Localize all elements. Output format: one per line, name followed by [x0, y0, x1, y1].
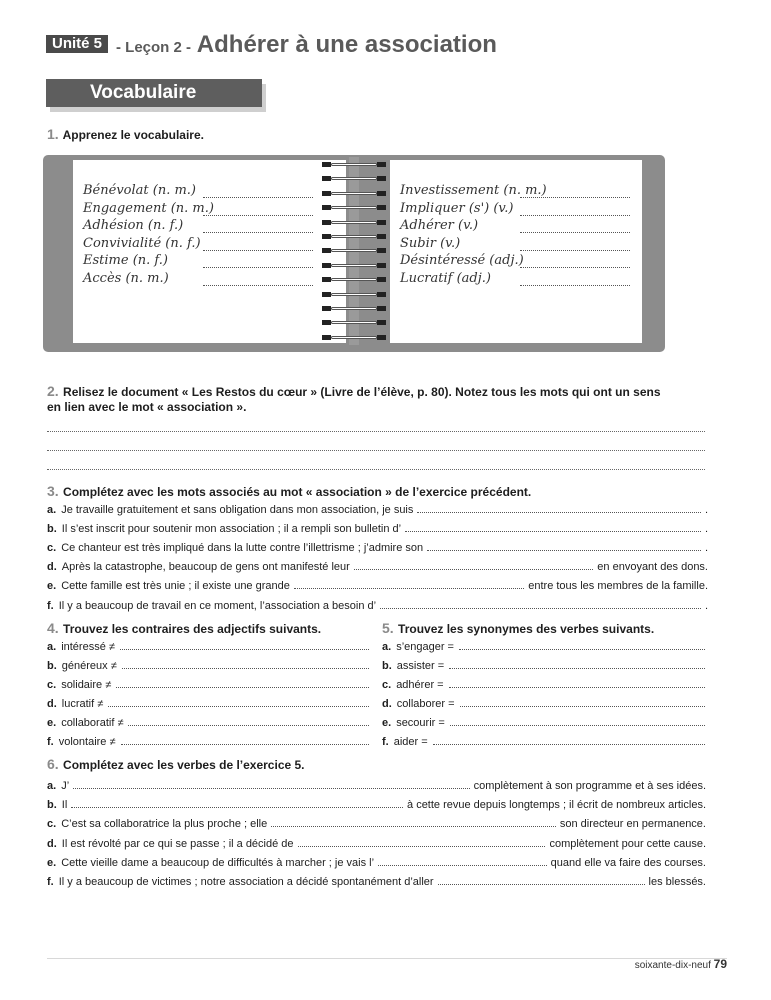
item-letter: a.: [382, 641, 392, 653]
vocab-word: Désintéressé (adj.): [400, 253, 524, 269]
item-letter: d.: [47, 561, 57, 574]
vocab-answer-line[interactable]: [203, 249, 313, 251]
spiral-hole: [322, 162, 331, 167]
vocab-word: Estime (n. f.): [83, 253, 168, 269]
spiral-hole: [322, 176, 331, 181]
item-letter: a.: [47, 641, 57, 653]
vocab-answer-line[interactable]: [203, 214, 313, 216]
item-letter: a.: [47, 504, 57, 516]
item-text: aider =: [393, 736, 428, 748]
exercise-item: [382, 659, 705, 673]
item-text-end: entre tous les membres de la famille.: [528, 580, 708, 593]
exercise-item: [382, 678, 705, 692]
vocab-answer-line[interactable]: [203, 284, 313, 286]
item-text: Cette vieille dame a beaucoup de difficultés à marcher ; je vais l’: [61, 856, 375, 869]
spiral-wire: [331, 249, 377, 252]
item-letter: e.: [47, 856, 57, 869]
spiral-ring: [322, 176, 386, 181]
lesson-title: [116, 31, 497, 59]
vocab-answer-line[interactable]: [520, 266, 630, 268]
spiral-ring: [322, 220, 386, 225]
spiral-wire: [331, 321, 377, 324]
vocab-word: Accès (n. m.): [83, 271, 169, 286]
vocab-word: Impliquer (s') (v.): [400, 200, 514, 216]
item-letter: f.: [47, 876, 54, 888]
exercise-item: [382, 735, 705, 749]
exercise-item: [47, 599, 708, 613]
item-text-end: complètement à son programme et à ses idées.: [473, 780, 706, 792]
vocab-answer-line[interactable]: [520, 214, 630, 216]
spiral-hole: [377, 234, 386, 239]
vocab-answer-line[interactable]: [520, 284, 630, 286]
vocab-answer-line[interactable]: [520, 249, 630, 251]
answer-blank[interactable]: [271, 817, 556, 827]
vocab-word: Lucratif (adj.): [400, 271, 491, 286]
answer-blank[interactable]: [122, 659, 369, 669]
spiral-hole: [377, 248, 386, 253]
spiral-hole: [377, 320, 386, 325]
item-text: Il est révolté par ce qui se passe ; il a décidé de: [61, 837, 294, 850]
spiral-ring: [322, 292, 386, 297]
page-number-words: soixante-dix-neuf: [634, 960, 711, 971]
item-text-end: les blessés.: [648, 876, 706, 888]
spiral-wire: [331, 221, 377, 224]
answer-line[interactable]: [47, 469, 705, 470]
item-text: assister =: [396, 660, 445, 672]
item-letter: e.: [382, 717, 392, 729]
ex5-title: [382, 621, 654, 637]
answer-blank[interactable]: [405, 522, 701, 532]
exercise-item: [382, 640, 705, 654]
spiral-hole: [377, 191, 386, 196]
spiral-wire: [331, 293, 377, 296]
item-text: volontaire ≠: [58, 736, 116, 748]
item-text: Cette famille est très unie ; il existe une grande: [61, 580, 290, 593]
spiral-ring: [322, 162, 386, 167]
vocab-word: Bénévolat (n. m.): [83, 183, 196, 198]
item-text: Il: [61, 799, 68, 812]
item-text: J’: [61, 780, 70, 792]
answer-line[interactable]: [47, 450, 705, 451]
exercise-item: [47, 678, 369, 692]
exercise-item: [47, 817, 706, 831]
exercise-item: [47, 659, 369, 673]
spiral-hole: [377, 263, 386, 268]
item-letter: b.: [47, 660, 57, 672]
spiral-wire: [331, 264, 377, 267]
item-text-end: .: [704, 523, 708, 536]
spiral-wire: [331, 206, 377, 209]
spiral-ring: [322, 335, 386, 340]
item-letter: f.: [47, 736, 54, 748]
answer-blank[interactable]: [427, 541, 701, 551]
answer-blank[interactable]: [433, 735, 705, 745]
spiral-hole: [377, 306, 386, 311]
answer-blank[interactable]: [459, 640, 705, 650]
item-letter: b.: [47, 799, 57, 812]
exercise-item: [382, 697, 705, 711]
answer-blank[interactable]: [71, 798, 403, 808]
item-text: adhérer =: [396, 679, 444, 691]
ex5-instruction: Trouvez les synonymes des verbes suivants.: [398, 622, 655, 636]
exercise-item: [47, 697, 369, 711]
exercise-item: [47, 541, 708, 555]
spiral-wire: [331, 163, 377, 166]
spiral-wire: [331, 177, 377, 180]
spiral-ring: [322, 306, 386, 311]
exercise-item: [47, 640, 369, 654]
item-text: collaboratif ≠: [61, 717, 124, 729]
item-letter: d.: [47, 837, 57, 850]
ex6-number: 6.: [47, 756, 59, 772]
vocab-word: Engagement (n. m.): [83, 200, 214, 216]
spiral-hole: [377, 335, 386, 340]
item-text: intéressé ≠: [61, 641, 115, 653]
vocab-word: Investissement (n. m.): [400, 183, 547, 198]
answer-blank[interactable]: [380, 599, 701, 609]
exercise-item: [47, 503, 708, 517]
answer-blank[interactable]: [449, 659, 705, 669]
vocab-answer-line[interactable]: [203, 231, 313, 233]
spiral-hole: [322, 292, 331, 297]
vocab-word: Adhérer (v.): [400, 218, 479, 234]
ex6-title: [47, 757, 305, 773]
exercise-item: [47, 779, 706, 793]
spiral-ring: [322, 263, 386, 268]
spiral-wire: [331, 192, 377, 195]
spiral-hole: [322, 220, 331, 225]
answer-blank[interactable]: [73, 779, 470, 789]
ex3-title: [47, 484, 531, 500]
exercise-item: [47, 716, 369, 730]
item-text: Après la catastrophe, beaucoup de gens ont manifesté leur: [61, 561, 350, 574]
item-text: C’est sa collaboratrice la plus proche ; elle: [61, 818, 268, 831]
spiral-wire: [331, 278, 377, 281]
item-text-end: son directeur en permanence.: [559, 818, 706, 831]
item-letter: c.: [47, 542, 57, 555]
spiral-hole: [322, 191, 331, 196]
item-text: secourir =: [396, 717, 445, 729]
answer-blank[interactable]: [378, 856, 547, 866]
spiral-wire: [331, 307, 377, 310]
vocab-answer-line[interactable]: [203, 196, 313, 198]
vocab-word: Adhésion (n. f.): [83, 218, 184, 234]
answer-blank[interactable]: [354, 560, 593, 570]
item-text-end: .: [704, 542, 708, 555]
spiral-hole: [377, 292, 386, 297]
item-letter: a.: [47, 780, 57, 792]
item-text-end: à cette revue depuis longtemps ; il écrit de nombreux articles.: [407, 799, 706, 812]
item-letter: c.: [382, 679, 392, 691]
item-text: Ce chanteur est très impliqué dans la lutte contre l’illettrisme ; j’admire son: [61, 542, 424, 555]
ex4-instruction: Trouvez les contraires des adjectifs suivants.: [63, 622, 322, 636]
ex6-instruction: Complétez avec les verbes de l’exercice 5.: [63, 758, 305, 772]
spiral-wire: [331, 235, 377, 238]
vocab-word: Subir (v.): [400, 235, 461, 251]
item-text: Il y a beaucoup de travail en ce moment, l’association a besoin d’: [58, 599, 377, 612]
ex4-number: 4.: [47, 620, 59, 636]
footer-divider: [47, 958, 727, 959]
exercise-item: [47, 798, 706, 812]
vocab-word: Convivialité (n. f.): [83, 235, 201, 251]
item-letter: d.: [382, 698, 392, 710]
answer-blank[interactable]: [450, 716, 705, 726]
answer-blank[interactable]: [116, 678, 369, 688]
ex2-number: 2.: [47, 383, 59, 399]
ex2-instruction-line2: en lien avec le mot « association ».: [47, 400, 247, 414]
item-text-end: complètement pour cette cause.: [549, 837, 706, 850]
exercise-item: [47, 856, 706, 870]
spiral-hole: [377, 176, 386, 181]
item-text-end: quand elle va faire des courses.: [550, 856, 706, 869]
item-text: s’engager =: [396, 641, 454, 653]
item-text-end: .: [704, 599, 708, 612]
item-letter: b.: [47, 523, 57, 536]
ex2-title: [47, 384, 661, 400]
item-text: Il s’est inscrit pour soutenir mon association ; il a rempli son bulletin d’: [61, 523, 402, 536]
ex4-title: [47, 621, 321, 637]
page-footer: [635, 957, 727, 971]
vocab-answer-line[interactable]: [520, 196, 630, 198]
item-text: lucratif ≠: [61, 698, 104, 710]
item-text-end: en envoyant des dons.: [597, 561, 708, 574]
answer-blank[interactable]: [128, 716, 369, 726]
spiral-ring: [322, 248, 386, 253]
item-text: généreux ≠: [61, 660, 117, 672]
spiral-hole: [377, 277, 386, 282]
spiral-ring: [322, 205, 386, 210]
spiral-hole: [322, 320, 331, 325]
spiral-ring: [322, 277, 386, 282]
ex3-number: 3.: [47, 483, 59, 499]
item-text-end: .: [704, 504, 708, 516]
ex1-number: 1.: [47, 126, 59, 142]
exercise-item: [47, 735, 369, 749]
item-text: solidaire ≠: [61, 679, 112, 691]
answer-blank[interactable]: [298, 837, 546, 847]
exercise-item: [47, 875, 706, 889]
spiral-ring: [322, 234, 386, 239]
section-title: Vocabulaire: [46, 79, 262, 107]
answer-blank[interactable]: [417, 503, 701, 513]
answer-blank[interactable]: [121, 735, 369, 745]
spiral-ring: [322, 191, 386, 196]
answer-blank[interactable]: [438, 875, 645, 885]
ex3-instruction: Complétez avec les mots associés au mot « association » de l’exercice précédent.: [63, 485, 532, 499]
ex5-number: 5.: [382, 620, 394, 636]
exercise-item: [47, 522, 708, 536]
lesson-label: - Leçon 2 -: [116, 39, 192, 56]
spiral-hole: [377, 220, 386, 225]
ex2-instruction-line1: Relisez le document « Les Restos du cœur » (Livre de l’élève, p. 80). Notez tous les mots qui ont un sens: [63, 385, 661, 399]
item-letter: c.: [47, 679, 57, 691]
item-text: Je travaille gratuitement et sans obligation dans mon association, je suis: [61, 504, 414, 516]
item-letter: d.: [47, 698, 57, 710]
exercise-item: [47, 560, 708, 574]
exercise-item: [382, 716, 705, 730]
exercise-item: [47, 579, 708, 593]
answer-blank[interactable]: [294, 579, 524, 589]
item-text: collaborer =: [396, 698, 455, 710]
answer-blank[interactable]: [460, 697, 705, 707]
answer-blank[interactable]: [120, 640, 369, 650]
unit-badge: Unité 5: [46, 35, 108, 53]
answer-line[interactable]: [47, 431, 705, 432]
item-letter: c.: [47, 818, 57, 831]
spiral-hole: [377, 205, 386, 210]
item-text: Il y a beaucoup de victimes ; notre association a décidé spontanément d’aller: [58, 876, 434, 888]
item-letter: e.: [47, 580, 57, 593]
spiral-ring: [322, 320, 386, 325]
spiral-hole: [322, 205, 331, 210]
answer-blank[interactable]: [449, 678, 705, 688]
spiral-hole: [322, 335, 331, 340]
spiral-hole: [322, 234, 331, 239]
answer-blank[interactable]: [108, 697, 369, 707]
item-letter: f.: [47, 599, 54, 612]
item-letter: e.: [47, 717, 57, 729]
item-letter: f.: [382, 736, 389, 748]
spiral-wire: [331, 336, 377, 339]
spiral-hole: [322, 263, 331, 268]
spiral-hole: [322, 248, 331, 253]
exercise-item: [47, 837, 706, 851]
item-letter: b.: [382, 660, 392, 672]
vocab-answer-line[interactable]: [203, 266, 313, 268]
spiral-hole: [377, 162, 386, 167]
vocab-answer-line[interactable]: [520, 231, 630, 233]
spiral-hole: [322, 306, 331, 311]
ex1-title: [47, 127, 204, 143]
page-title: Adhérer à une association: [196, 31, 497, 58]
ex1-instruction: Apprenez le vocabulaire.: [62, 128, 204, 142]
spiral-hole: [322, 277, 331, 282]
page-number: 79: [713, 957, 727, 971]
